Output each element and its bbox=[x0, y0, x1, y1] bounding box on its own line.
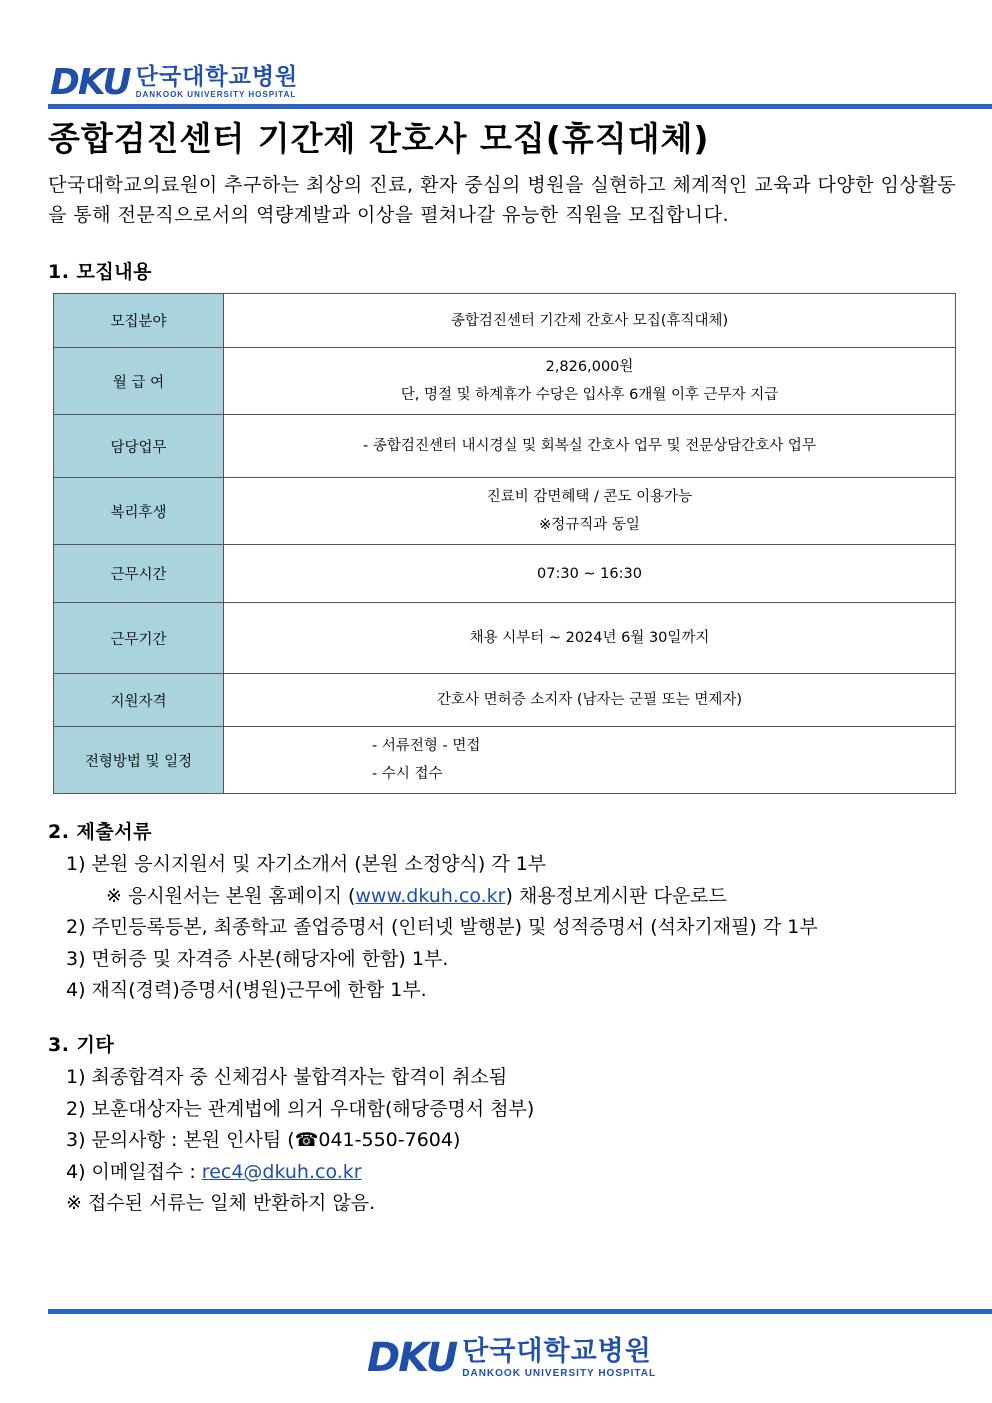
other-list bbox=[66, 1062, 534, 1220]
row-label: 담당업무 bbox=[54, 415, 224, 478]
row-label: 근무시간 bbox=[54, 545, 224, 603]
row-label: 월 급 여 bbox=[54, 348, 224, 415]
table-row bbox=[54, 545, 956, 603]
intro-paragraph: 단국대학교의료원이 추구하는 최상의 진료, 환자 중심의 병원을 실현하고 체계적인 교육과 다양한 임상활동을 통해 전문직으로서의 역량계발과 이상을 펼쳐나갈 유능한 직원을 모집합니다. bbox=[48, 174, 957, 226]
row-value: 채용 시부터 ~ 2024년 6월 30일까지 bbox=[224, 603, 956, 674]
list-item: 2) 보훈대상자는 관계법에 의거 우대함(해당증명서 첨부) bbox=[66, 1097, 535, 1120]
table-row bbox=[54, 348, 956, 415]
row-value: - 종합검진센터 내시경실 및 회복실 간호사 업무 및 전문상담간호사 업무 bbox=[224, 415, 956, 478]
table-row bbox=[54, 674, 956, 727]
hospital-logo-top bbox=[50, 62, 298, 103]
list-item-note: ※ 응시원서는 본원 홈페이지 (www.dkuh.co.kr) 채용정보게시판 다운로드 bbox=[106, 884, 727, 907]
dku-mark: DKU bbox=[367, 1335, 457, 1381]
email-link[interactable]: rec4@dkuh.co.kr bbox=[201, 1160, 362, 1183]
table-row bbox=[54, 294, 956, 348]
section-heading-recruitment: 1. 모집내용 bbox=[48, 261, 152, 283]
list-item: 1) 최종합격자 중 신체검사 불합격자는 합격이 취소됨 bbox=[66, 1066, 508, 1088]
logo-english-name: DANKOOK UNIVERSITY HOSPITAL bbox=[462, 1367, 657, 1379]
logo-english-name: DANKOOK UNIVERSITY HOSPITAL bbox=[135, 89, 297, 99]
row-value: 07:30 ~ 16:30 bbox=[224, 545, 956, 603]
page-title: 종합검진센터 기간제 간호사 모집(휴직대체) bbox=[48, 119, 710, 158]
list-item: 4) 재직(경력)증명서(병원)근무에 한함 1부. bbox=[66, 979, 427, 1001]
list-item: 1) 본원 응시지원서 및 자기소개서 (본원 소정양식) 각 1부 bbox=[66, 853, 547, 875]
row-value: 종합검진센터 기간제 간호사 모집(휴직대체) bbox=[224, 294, 956, 348]
row-value: 2,826,000원 단, 명절 및 하계휴가 수당은 입사후 6개월 이후 근무자 지급 bbox=[224, 348, 956, 415]
table-row bbox=[54, 727, 956, 794]
documents-list bbox=[66, 849, 818, 1007]
list-item: 2) 주민등록등본, 최종학교 졸업증명서 (인터넷 발행분) 및 성적증명서 (석차기재필) 각 1부 bbox=[66, 916, 818, 938]
list-item: 4) 이메일접수 : rec4@dkuh.co.kr bbox=[66, 1160, 362, 1183]
table-row bbox=[54, 415, 956, 478]
logo-korean-name: 단국대학교병원 bbox=[135, 63, 299, 90]
logo-korean-name: 단국대학교병원 bbox=[462, 1335, 652, 1367]
homepage-link[interactable]: www.dkuh.co.kr bbox=[355, 884, 506, 907]
row-value: 간호사 면허증 소지자 (남자는 군필 또는 면제자) bbox=[224, 674, 956, 727]
header-divider bbox=[48, 104, 992, 109]
row-label: 지원자격 bbox=[54, 674, 224, 727]
table-row bbox=[54, 603, 956, 674]
recruitment-table bbox=[53, 293, 956, 794]
row-label: 모집분야 bbox=[54, 294, 224, 348]
hospital-logo-bottom bbox=[367, 1335, 656, 1381]
footer-divider bbox=[48, 1309, 992, 1314]
row-label: 전형방법 및 일정 bbox=[54, 727, 224, 794]
row-label: 복리후생 bbox=[54, 478, 224, 545]
list-item: 3) 문의사항 : 본원 인사팀 (☎041-550-7604) bbox=[66, 1129, 461, 1151]
table-row bbox=[54, 478, 956, 545]
section-heading-other: 3. 기타 bbox=[48, 1034, 115, 1056]
dku-mark: DKU bbox=[50, 62, 130, 103]
row-value: - 서류전형 - 면접 - 수시 접수 bbox=[224, 727, 956, 794]
list-item: 3) 면허증 및 자격증 사본(해당자에 한함) 1부. bbox=[66, 947, 449, 970]
row-label: 근무기간 bbox=[54, 603, 224, 674]
section-heading-documents: 2. 제출서류 bbox=[48, 821, 152, 843]
list-item-note: ※ 접수된 서류는 일체 반환하지 않음. bbox=[66, 1192, 376, 1214]
row-value: 진료비 감면혜택 / 콘도 이용가능 ※정규직과 동일 bbox=[224, 478, 956, 545]
